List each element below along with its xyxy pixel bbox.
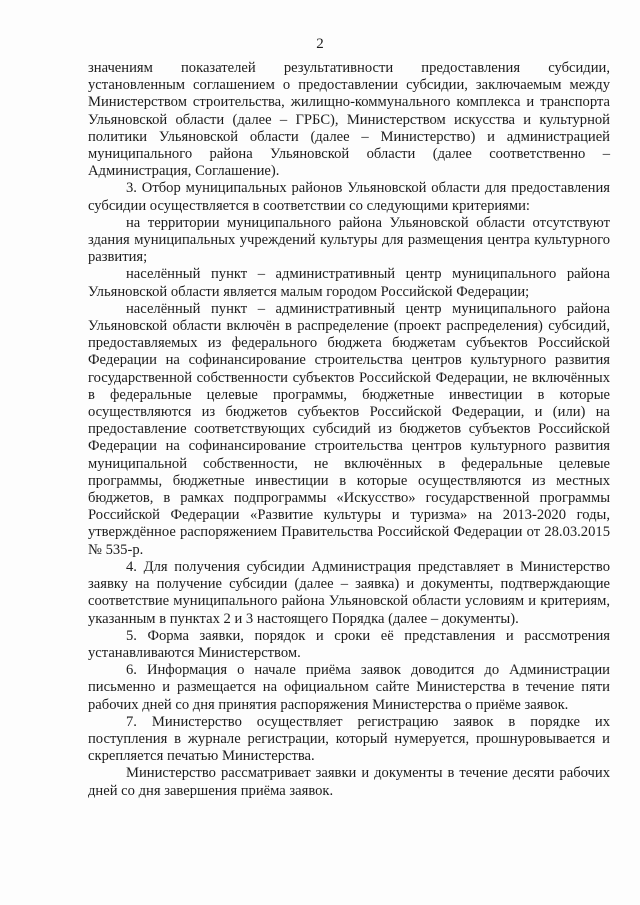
page-number: 2 (316, 36, 324, 52)
paragraph-item-6: 6. Информация о начале приёма заявок доводится до Администрации письменно и размещается на официальном сайте Министерства в течение пяти рабочих дней со дня принятия распоряжения Министерства о приёме заявок. (88, 662, 610, 713)
paragraph-review: Министерство рассматривает заявки и документы в течение десяти рабочих дней со дня завершения приёма заявок. (88, 765, 610, 799)
paragraph-item-3: 3. Отбор муниципальных районов Ульяновской области для предоставления субсидии осуществляется в соответствии со следующими критериями: (88, 180, 610, 214)
paragraph-item-5: 5. Форма заявки, порядок и сроки её представления и рассмотрения устанавливаются Министерством. (88, 627, 610, 661)
paragraph-item-4: 4. Для получения субсидии Администрация представляет в Министерство заявку на получение субсидии (далее – заявка) и документы, подтверждающие соответствие муниципального района Ульяновской области условиям и критериям, указанным в пунктах 2 и 3 настоящего Порядка (далее – документы). (88, 558, 610, 627)
paragraph-criterion-3: населённый пункт – административный центр муниципального района Ульяновской области включён в распределение (проект распределения) субсидий, предоставляемых из федерального бюджета бюджетам субъектов Российской Федерации на софинансирование строительства центров культурного развития государственной собственности субъектов Российской Федерации, не включённых в федеральные целевые программы, бюджетные инвестиции в которые осуществляются из бюджетов субъектов Российской Федерации, и (или) на предоставление соответствующих субсидий из бюджетов субъектов Российской Федерации на софинансирование строительства центров культурного развития муниципальной собственности, не включённых в федеральные целевые программы, бюджетные инвестиции в которые осуществляются из местных бюджетов, в рамках подпрограммы «Искусство» государственной программы Российской Федерации «Развитие культуры и туризма» на 2013-2020 годы, утверждённое распоряжением Правительства Российской Федерации от 28.03.2015 № 535-р. (88, 300, 610, 558)
paragraph-criterion-1: на территории муниципального района Ульяновской области отсутствуют здания муниципальных учреждений культуры для размещения центра культурного развития; (88, 214, 610, 266)
paragraph-continuation: значениям показателей результативности предоставления субсидии, установленным соглашением о предоставлении субсидии, заключаемым между Министерством строительства, жилищно-коммунального комплекса и транспорта Ульяновской области (далее – ГРБС), Министерством искусства и культурной политики Ульяновской области (далее – Министерство) и администрацией муниципального района Ульяновской области (далее соответственно – Администрация, Соглашение). (88, 60, 610, 180)
paragraph-criterion-2: населённый пункт – административный центр муниципального района Ульяновской области является малым городом Российской Федерации; (88, 266, 610, 300)
paragraph-item-7: 7. Министерство осуществляет регистрацию заявок в порядке их поступления в журнале регистрации, который нумеруется, прошнуровывается и скрепляется печатью Министерства. (88, 713, 610, 765)
document-body (88, 60, 610, 800)
